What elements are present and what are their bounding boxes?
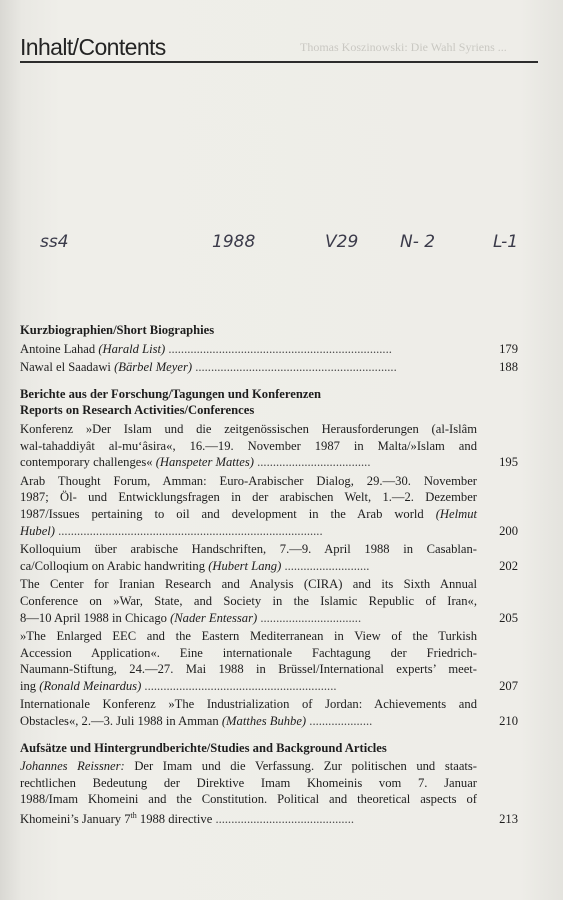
entry-line (20, 645, 477, 662)
toc-entry (20, 696, 518, 729)
entry-text: 8—10 April 1988 in Chicago (20, 610, 171, 625)
entry-author: (Bärbel Meyer) (114, 360, 193, 375)
entry-text: 1988/Imam Khomeini and the Constitution. Political and theoretical aspects of (20, 792, 477, 807)
entry-text: Konferenz »Der Islam und die zeitgenössischen Herausforderungen (al-Islâm (20, 421, 477, 436)
entry-text: ca/Colloqium on Arabic handwriting (20, 558, 209, 573)
entry-author: Hubel) (20, 523, 55, 538)
entry-line (20, 758, 477, 775)
entry-line (20, 489, 477, 506)
entry-author: (Matthes Buhbe) (221, 714, 307, 729)
toc-entry (20, 359, 518, 376)
entry-line (20, 713, 477, 730)
entry-author: (Ronald Meinardus) (39, 678, 142, 693)
leader-dots: .................... (306, 714, 373, 729)
entry-line (20, 541, 477, 558)
page-number: 188 (499, 360, 518, 375)
toc-entry (20, 628, 518, 694)
section-heading-line: Aufsätze und Hintergrundberichte/Studies and Background Articles (20, 740, 387, 755)
entry-line (20, 558, 477, 575)
toc-entry (20, 341, 518, 358)
page-number: 195 (499, 455, 518, 470)
entry-text: Arab Thought Forum, Amman: Euro-Arabischer Dialog, 29.—30. November (20, 473, 477, 488)
leader-dots: ............................................................. (141, 678, 337, 693)
page-number: 207 (499, 678, 518, 693)
entry-author: (Hanspeter Mattes) (155, 455, 254, 470)
leader-dots: ................................ (257, 610, 362, 625)
handwritten-notes (0, 232, 563, 262)
entry-line (20, 775, 477, 792)
entry-text: 1987; Öl- und Entwicklungsfragen in der arabischen Welt, 1.—2. Dezember (20, 490, 477, 505)
bleed-through-text: Thomas Koszinowski: Die Wahl Syriens ... (300, 40, 507, 54)
entry-text: Conference on »War, State, and Society in the Islamic Republic of Iran«, (20, 593, 477, 608)
section-heading (20, 322, 507, 339)
toc-entry (20, 473, 518, 539)
entry-text: ing (20, 678, 40, 693)
toc-entry (20, 576, 518, 626)
page-number: 179 (499, 341, 518, 356)
entry-text: Internationale Konferenz »The Industrialization of Jordan: Achievements and (20, 697, 477, 712)
entry-line (20, 473, 477, 490)
entry-text: Antoine Lahad (20, 341, 99, 356)
entry-line (20, 454, 477, 471)
entry-text: 1987/Issues pertaining to oil and development in the Arab world (20, 506, 436, 521)
entry-line (20, 341, 477, 358)
section-heading-line: Berichte aus der Forschung/Tagungen und Konferenzen (20, 386, 322, 401)
entry-line (20, 610, 477, 627)
entry-text: »The Enlarged EEC and the Eastern Mediterranean in View of the Turkish (20, 629, 477, 644)
section-heading (20, 740, 507, 757)
leader-dots: .................................................................................... (54, 523, 323, 538)
entry-text: The Center for Iranian Research and Analysis (CIRA) and its Sixth Annual (20, 577, 477, 592)
leader-dots: ....................................................................... (165, 341, 392, 356)
section-heading-line: Reports on Research Activities/Conferences (20, 403, 255, 418)
entry-text: rechtlichen Bedeutung der Direktive Imam Khomeinis vom 7. Januar (20, 775, 477, 790)
entry-text: Nawal el Saadawi (20, 360, 115, 375)
entry-line (20, 506, 477, 523)
page-number: 205 (499, 610, 518, 625)
handwritten-note: L-1 (493, 232, 519, 252)
page-title: Inhalt/Contents (20, 34, 166, 60)
entry-author: (Helmut (435, 506, 477, 521)
toc-entry (20, 421, 518, 471)
entry-line (20, 359, 477, 376)
page-number: 213 (499, 812, 518, 827)
leader-dots: ............................................ (212, 812, 354, 827)
entry-text: Accession Application«. Eine internationale Fachtagung der Friedrich- (20, 645, 477, 660)
handwritten-note: ss4 (40, 232, 69, 252)
entry-text: Obstacles«, 2.—3. Juli 1988 in Amman (20, 714, 222, 729)
entry-line (20, 791, 477, 808)
entry-line (20, 661, 477, 678)
entry-line (20, 523, 477, 540)
handwritten-note: 1988 (212, 232, 256, 252)
section-heading-line: Kurzbiographien/Short Biographies (20, 323, 215, 337)
page-number: 202 (499, 558, 518, 573)
entry-text: 1988 directive (136, 812, 213, 827)
toc-entry (20, 758, 518, 828)
entry-line (20, 576, 477, 593)
entry-line (20, 438, 477, 455)
entry-line (20, 628, 477, 645)
entry-author: (Nader Entessar) (170, 610, 258, 625)
page-number: 210 (499, 714, 518, 729)
entry-author: (Hubert Lang) (208, 558, 282, 573)
title-rule (20, 61, 538, 63)
entry-author: Johannes Reissner: (20, 759, 125, 774)
page-number: 200 (499, 523, 518, 538)
leader-dots: ................................................................ (192, 360, 397, 375)
handwritten-note: N- 2 (400, 232, 436, 252)
entry-author: (Harald List) (98, 341, 166, 356)
entry-text: Kolloquium über arabische Handschriften, 7.—9. April 1988 in Casablan- (20, 542, 477, 557)
leader-dots: .................................... (253, 455, 371, 470)
leader-dots: ........................... (281, 558, 370, 573)
entry-line (20, 808, 477, 828)
entry-superscript: th (130, 811, 137, 821)
table-of-contents (20, 322, 518, 828)
entry-line (20, 421, 477, 438)
entry-text: Khomeini’s January 7 (20, 812, 131, 827)
entry-text: wal-tahaddiyât al-mu‘âsira«, 16.—19. November 1987 in Malta/»Islam and (20, 438, 477, 453)
toc-entry (20, 541, 518, 574)
handwritten-note: V29 (325, 232, 359, 252)
entry-text: contemporary challenges« (20, 455, 156, 470)
entry-line (20, 696, 477, 713)
entry-line (20, 678, 477, 695)
entry-text: Naumann-Stiftung, 24.—27. Mai 1988 in Brüssel/International experts’ meet- (20, 662, 477, 677)
entry-text: Der Imam und die Verfassung. Zur politischen und staats- (124, 759, 477, 774)
entry-line (20, 593, 477, 610)
section-heading (20, 386, 507, 419)
